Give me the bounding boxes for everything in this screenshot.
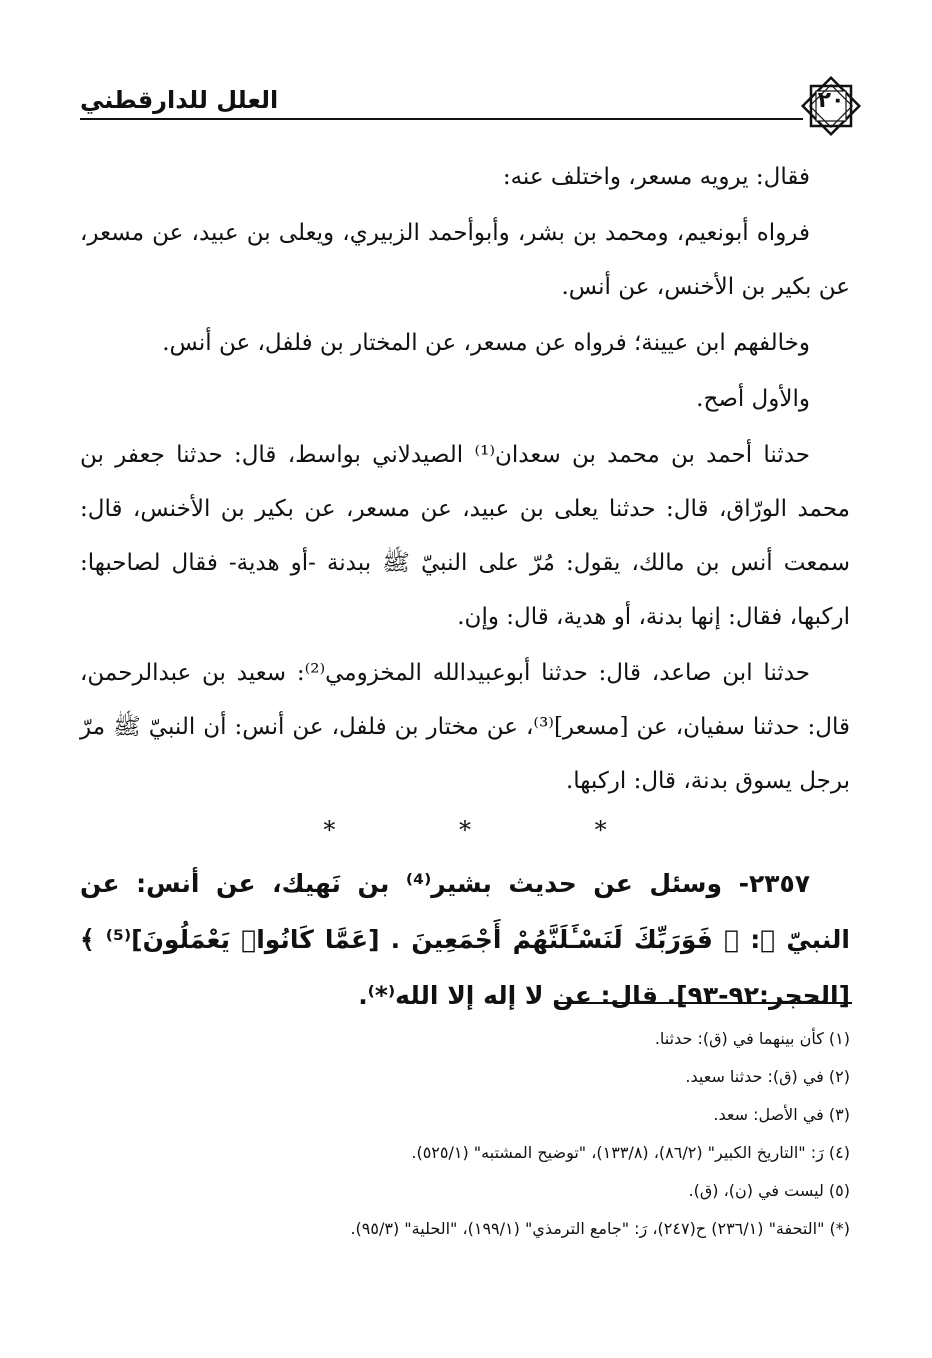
footnote: (٤) رَ: "التاريخ الكبير" (٨٦/٢)، (١٣٣/٨)، "توضيح المشتبه" (٥٢٥/١). — [411, 1143, 850, 1162]
paragraph: فقال: يرويه مسعر، واختلف عنه: — [502, 164, 810, 190]
paragraph: فرواه أبونعيم، ومحمد بن بشر، وأبوأحمد الزبيري، ويعلى بن عبيد، عن مسعر، عن بكير بن الأخنس، عن أنس. — [80, 220, 850, 300]
entry-heading: ٢٣٥٧- وسئل عن حديث بشير⁽⁴⁾ بن نَهيك، عن أنس: عن النبيّ ﷺ: ﴿ فَوَرَبِّكَ لَنَسْـَٔلَنَّهُمْ أَجْمَعِينَ . [عَمَّا كَانُوا۟ يَعْمَلُونَ]⁽⁵⁾ ﴾ [الحجر:٩٢-٩٣]. قال: عن لا إله إلا الله⁽*⁾. — [80, 869, 850, 1010]
paragraph: حدثنا أحمد بن محمد بن سعدان⁽¹⁾ الصيدلاني بواسط، قال: حدثنا جعفر بن محمد الورّاق، قال: حدثنا يعلى بن عبيد، عن مسعر، عن بكير بن الأخنس، قال: سمعت أنس بن مالك، يقول: مُرّ على النبيّ ﷺ ببدنة -أو هدية- فقال لصاحبها: اركبها، فقال: إنها بدنة، أو هدية، قال: وإن. — [80, 442, 850, 630]
footnote: (*) "التحفة" (٢٣٦/١) ح(٢٤٧)، رَ: "جامع الترمذي" (١٩٩/١)، "الحلية" (٩٥/٣). — [350, 1219, 850, 1238]
footnote: (٥) ليست في (ن)، (ق). — [688, 1181, 850, 1200]
page-number-badge — [797, 72, 865, 140]
paragraph: حدثنا ابن صاعد، قال: حدثنا أبوعبيدالله المخزومي⁽²⁾: سعيد بن عبدالرحمن، قال: حدثنا سفيان، عن [مسعر]⁽³⁾، عن مختار بن فلفل، عن أنس: أن النبيّ ﷺ مرّ برجل يسوق بدنة، قال: اركبها. — [80, 660, 850, 794]
footnote: (٢) في (ق): حدثنا سعيد. — [685, 1067, 850, 1086]
footnote: (١) كأن بينهما في (ق): حدثنا. — [654, 1029, 850, 1048]
running-title: العلل للدارقطني — [80, 86, 279, 114]
page-number: ٢٠ — [817, 88, 845, 113]
footnotes — [80, 1020, 850, 1248]
footnote: (٣) في الأصل: سعد. — [713, 1105, 850, 1124]
page-header — [80, 72, 865, 142]
paragraph: وخالفهم ابن عيينة؛ فرواه عن مسعر، عن المختار بن فلفل، عن أنس. — [162, 330, 810, 356]
paragraph: والأول أصح. — [696, 386, 810, 412]
header-rule — [80, 118, 803, 120]
section-separator: * * * — [323, 816, 665, 844]
main-text — [80, 150, 850, 1026]
footnote-rule — [554, 1002, 852, 1004]
